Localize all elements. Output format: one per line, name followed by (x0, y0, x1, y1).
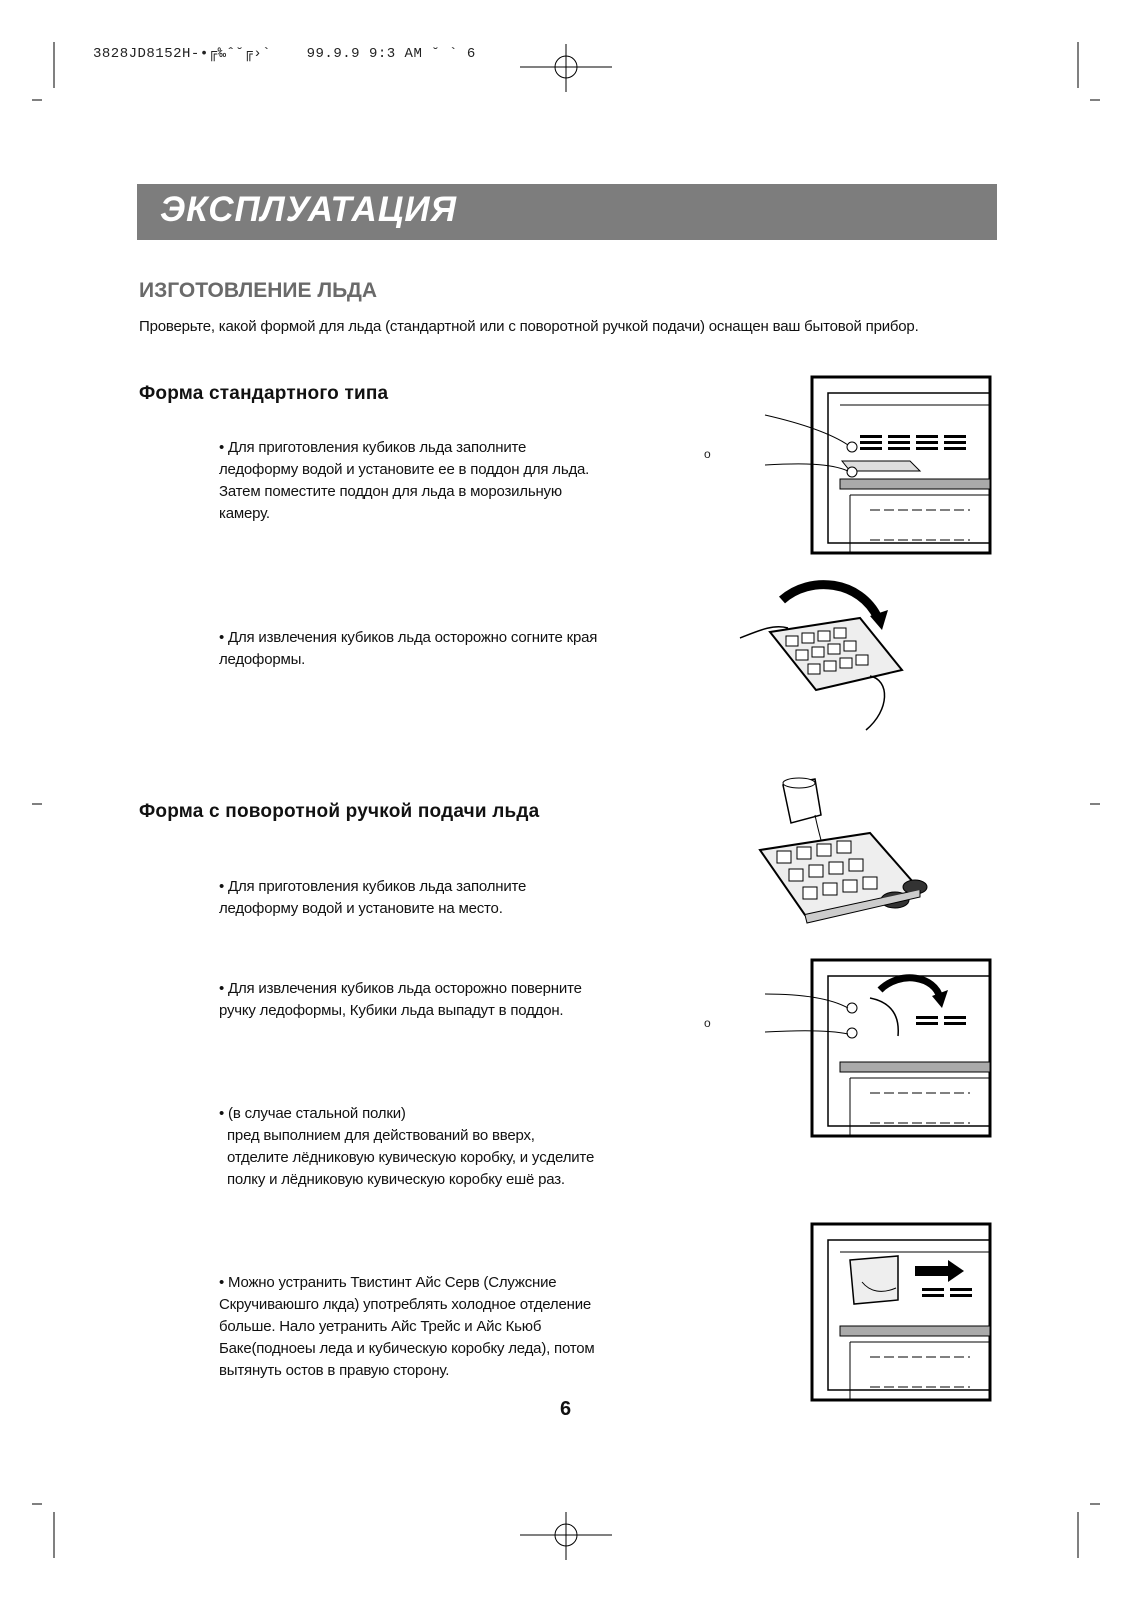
figure-label: o (704, 447, 711, 461)
standard-tray-bullet-1: • Для приготовления кубиков льда заполните ледоформу водой и установите ее в поддон для льда. Затем поместите поддон для льда в морозильную камеру. (219, 439, 590, 522)
bullet-text: Для приготовления кубиков льда заполните ледоформу водой и установите на место. (219, 878, 527, 917)
bullet-text: Для извлечения кубиков льда осторожно согните края ледоформы. (219, 629, 598, 668)
freezer-diagram-twist (770, 958, 990, 1138)
twist-tray-heading: Форма с поворотной ручкой подачи льда (139, 801, 540, 822)
twist-tray-bullet-3: • (в случае стальной полки) пред выполнием для действований во вверх, отделите лёдниковую кувическую коробку, и уcделите полку и лёдниковую кувическую коробку ешё раз. (219, 1105, 595, 1188)
registration-mark-icon (520, 1512, 612, 1560)
bullet-continuation: пред выполнием для действований во вверх, отделите лёдниковую кувическую коробку, и уcделите полку и лёдниковую кувическую коробку ешё раз. (227, 1127, 595, 1188)
freezer-diagram-standard (770, 375, 990, 555)
ice-tray-bending-diagram (740, 580, 910, 730)
bullet-text: Можно устранить Твистинт Айс Серв (Служсние Скручиваюшго лкда) употреблять холодное отделение больше. Нало уетранить Айс Трейс и Айс Кьюб Баке(подноеы леда и кубическую коробку леда), потом вытянуть остов в правую сторону. (219, 1274, 595, 1379)
page-number: 6 (559, 1398, 572, 1420)
bullet-text: Для извлечения кубиков льда осторожно поверните ручку ледоформы, Кубики льда выпадут в поддон. (219, 980, 582, 1019)
standard-tray-bullet-2: • Для извлечения кубиков льда осторожно согните края ледоформы. (219, 629, 598, 668)
twist-tray-bullet-4: • Можно устранить Твистинт Айс Серв (Служсние Скручиваюшго лкда) употреблять холодное отделение больше. Нало уетранить Айс Трейс и Айс Кьюб Баке(подноеы леда и кубическую коробку леда), потом вытянуть остов в правую сторону. (219, 1274, 595, 1379)
registration-mark-icon (520, 44, 612, 92)
standard-tray-heading: Форма стандартного типа (139, 383, 389, 404)
arrow-icon (915, 1260, 964, 1282)
intro-text: Проверьте, какой формой для льда (стандартной или с поворотной ручкой подачи) оснащен ваш бытовой прибор. (139, 318, 919, 335)
freezer-diagram-pull (770, 1222, 990, 1402)
twist-tray-filling-diagram (755, 775, 930, 940)
bullet-text: (в случае стальной полки) (228, 1105, 406, 1122)
bullet-text: Для приготовления кубиков льда заполните ледоформу водой и установите ее в поддон для льда. Затем поместите поддон для льда в морозильную камеру. (219, 439, 590, 522)
subsection-title: ИЗГОТОВЛЕНИЕ ЛЬДА (139, 279, 378, 302)
twist-tray-bullet-2: • Для извлечения кубиков льда осторожно поверните ручку ледоформы, Кубики льда выпадут в поддон. (219, 980, 582, 1019)
figure-label: o (704, 1016, 711, 1030)
section-title: ЭКСПЛУАТАЦИЯ (160, 190, 458, 229)
print-header: 3828JD8152H-•╔‰ˆ˘╔›` 99.9.9 9:3 AM ˘ ` 6 (93, 46, 476, 62)
twist-tray-bullet-1: • Для приготовления кубиков льда заполните ледоформу водой и установите на место. (219, 878, 527, 917)
